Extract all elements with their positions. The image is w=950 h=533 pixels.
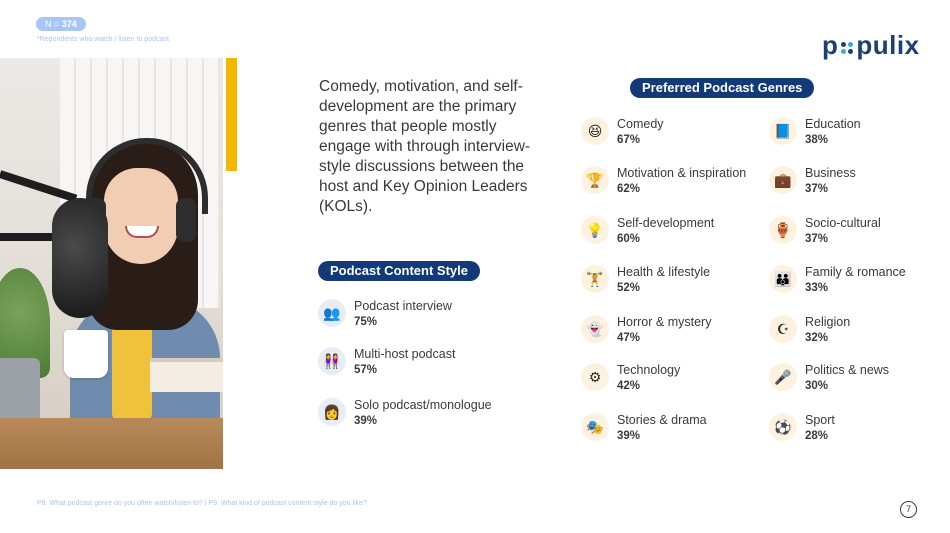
theater-masks-icon: 🎭 <box>581 413 609 441</box>
genre-item <box>581 265 710 296</box>
genre-label: Health & lifestyle <box>617 265 711 279</box>
solo-icon: 👩 <box>318 398 346 426</box>
page-number: 7 <box>900 501 917 518</box>
genre-label: Motivation & inspiration <box>617 166 747 180</box>
item-pct: 57% <box>354 364 378 376</box>
genre-label: Family & romance <box>805 265 906 279</box>
sample-size-badge <box>36 17 86 31</box>
ghost-icon: 👻 <box>581 315 609 343</box>
genre-item <box>769 413 835 444</box>
genre-label: Business <box>805 166 856 180</box>
accent-bar <box>226 58 237 171</box>
genre-label: Socio-cultural <box>805 216 881 230</box>
genre-item <box>581 363 680 394</box>
respondents-note: *Repondents who watch / listen to podcast <box>37 36 169 43</box>
genre-item <box>769 216 881 247</box>
briefcase-icon: 💼 <box>769 166 797 194</box>
genre-pct: 62% <box>617 183 641 195</box>
genre-pct: 33% <box>805 282 829 294</box>
genre-item <box>769 166 856 197</box>
genre-item <box>581 315 711 346</box>
genre-pct: 39% <box>617 430 641 442</box>
genre-pct: 30% <box>805 380 829 392</box>
sample-size-prefix: N = <box>45 19 62 29</box>
genre-label: Technology <box>617 363 681 377</box>
dumbbell-icon: 🏋 <box>581 265 609 293</box>
genre-pct: 60% <box>617 233 641 245</box>
genre-item <box>769 265 906 296</box>
genre-item <box>581 117 664 148</box>
logo-dots-icon <box>841 42 853 54</box>
genre-pct: 47% <box>617 332 641 344</box>
genre-pct: 28% <box>805 430 829 442</box>
genre-label: Horror & mystery <box>617 315 712 329</box>
content-style-item <box>318 347 455 378</box>
item-label: Solo podcast/monologue <box>354 398 492 412</box>
laughing-face-icon: 😆 <box>581 117 609 145</box>
item-label: Multi-host podcast <box>354 347 456 361</box>
podium-icon: 🎤 <box>769 363 797 391</box>
genre-label: Stories & drama <box>617 413 707 427</box>
item-label: Podcast interview <box>354 299 452 313</box>
lightbulb-icon: 💡 <box>581 216 609 244</box>
genre-item <box>581 166 746 197</box>
populix-logo <box>822 30 920 61</box>
genre-label: Religion <box>805 315 851 329</box>
genre-label: Politics & news <box>805 363 890 377</box>
item-pct: 39% <box>354 415 378 427</box>
sample-size-value: 374 <box>61 19 77 29</box>
family-icon: 👪 <box>769 265 797 293</box>
podcaster-photo <box>0 58 223 469</box>
footer-questions: P8. What podcast genre do you often watch/listen to? | P9. What kind of podcast content style do you like? <box>37 500 367 507</box>
genre-label: Self-development <box>617 216 715 230</box>
content-style-item <box>318 299 452 330</box>
genre-pct: 52% <box>617 282 641 294</box>
genres-title: Preferred Podcast Genres <box>630 78 814 98</box>
genre-label: Education <box>805 117 861 131</box>
trophy-icon: 🏆 <box>581 166 609 194</box>
microphone-icon <box>52 198 108 318</box>
book-icon: 📘 <box>769 117 797 145</box>
genre-pct: 32% <box>805 332 829 344</box>
item-pct: 75% <box>354 316 378 328</box>
genre-pct: 37% <box>805 183 829 195</box>
gear-icon: ⚙ <box>581 363 609 391</box>
logo-right: pulix <box>856 30 920 60</box>
genre-item <box>581 413 707 444</box>
content-style-item <box>318 398 492 429</box>
sport-icon: ⚽ <box>769 413 797 441</box>
logo-left: p <box>822 30 839 60</box>
religion-icon: ☪ <box>769 315 797 343</box>
genre-item <box>581 216 714 247</box>
genre-pct: 38% <box>805 134 829 146</box>
genre-item <box>769 117 861 148</box>
content-style-title: Podcast Content Style <box>318 261 480 281</box>
multi-host-icon: 👭 <box>318 347 346 375</box>
genre-item <box>769 363 889 394</box>
interview-icon: 👥 <box>318 299 346 327</box>
genre-label: Sport <box>805 413 835 427</box>
genre-item <box>769 315 850 346</box>
intro-text: Comedy, motivation, and self-development are the primary genres that people mostly engage with through interview-style discussions between the host and Key Opinion Leaders (KOLs). <box>319 78 531 215</box>
genre-pct: 67% <box>617 134 641 146</box>
genre-label: Comedy <box>617 117 664 131</box>
genre-pct: 37% <box>805 233 829 245</box>
culture-icon: 🏺 <box>769 216 797 244</box>
genre-pct: 42% <box>617 380 641 392</box>
